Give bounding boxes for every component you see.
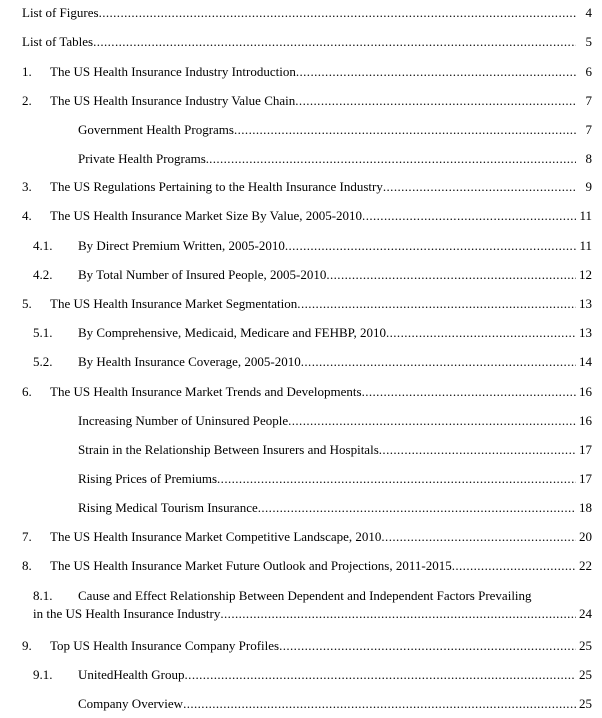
toc-entry-title-line1: Cause and Effect Relationship Between Dependent and Independent Factors Prevailing	[78, 588, 532, 603]
toc-entry-title: Increasing Number of Uninsured People	[78, 413, 289, 428]
toc-entry-page-number: 24	[579, 606, 592, 621]
dot-leader	[93, 33, 576, 51]
dot-leader	[220, 605, 576, 623]
toc-entry-title: By Direct Premium Written, 2005-2010	[78, 238, 285, 253]
dot-leader	[285, 237, 576, 255]
toc-entry-page-number: 13	[579, 296, 592, 311]
toc-entry-number: 8.	[22, 558, 32, 573]
dot-leader	[326, 266, 576, 284]
toc-entry-page-number: 13	[579, 325, 592, 340]
dot-leader	[379, 441, 576, 459]
toc-entry-title: Top US Health Insurance Company Profiles	[50, 638, 280, 653]
toc-entry-number: 8.1.	[33, 588, 53, 603]
dot-leader	[362, 383, 576, 401]
toc-entry-page-number: 5	[585, 34, 592, 49]
toc-entry-page-number: 22	[579, 558, 592, 573]
toc-entry-page-number: 16	[579, 413, 592, 428]
toc-entry[interactable]	[0, 150, 602, 168]
toc-entry-number: 4.2.	[33, 267, 53, 282]
toc-entry-page-number: 11	[579, 208, 592, 223]
toc-entry[interactable]	[0, 695, 602, 713]
toc-entry-page-number: 18	[579, 500, 592, 515]
toc-entry-number: 9.	[22, 638, 32, 653]
toc-entry-number: 5.	[22, 296, 32, 311]
toc-entry-title: Strain in the Relationship Between Insurers and Hospitals	[78, 442, 379, 457]
toc-entry[interactable]	[0, 207, 602, 225]
toc-entry-page-number: 16	[579, 384, 592, 399]
toc-entry[interactable]	[0, 33, 602, 51]
dot-leader	[183, 695, 576, 713]
dot-leader	[288, 412, 576, 430]
toc-entry-title: Rising Medical Tourism Insurance	[78, 500, 258, 515]
toc-entry-number: 4.	[22, 208, 32, 223]
toc-entry-number: 6.	[22, 384, 32, 399]
toc-entry-page-number: 25	[579, 667, 592, 682]
toc-entry[interactable]	[0, 121, 602, 139]
toc-entry[interactable]	[0, 666, 602, 684]
toc-entry-number: 7.	[22, 529, 32, 544]
dot-leader	[362, 207, 576, 225]
toc-entry[interactable]	[0, 470, 602, 488]
toc-entry[interactable]	[0, 4, 602, 22]
toc-entry-title: The US Regulations Pertaining to the Health Insurance Industry	[50, 179, 383, 194]
toc-entry-page-number: 20	[579, 529, 592, 544]
toc-entry[interactable]	[0, 557, 602, 575]
toc-entry[interactable]	[0, 63, 602, 81]
toc-entry-title: The US Health Insurance Market Size By Value, 2005-2010	[50, 208, 363, 223]
toc-entry-title: in the US Health Insurance Industry	[33, 606, 221, 621]
toc-entry-number: 5.2.	[33, 354, 53, 369]
toc-entry[interactable]	[0, 92, 602, 110]
toc-entry-title: Company Overview	[78, 696, 184, 711]
toc-entry[interactable]	[0, 605, 602, 623]
toc-entry[interactable]	[0, 266, 602, 284]
toc-entry-title: List of Figures	[22, 5, 99, 20]
dot-leader	[383, 178, 576, 196]
toc-entry[interactable]	[0, 383, 602, 401]
dot-leader	[185, 666, 576, 684]
toc-entry[interactable]	[0, 637, 602, 655]
toc-entry[interactable]	[0, 528, 602, 546]
toc-entry-page-number: 17	[579, 442, 592, 457]
toc-entry[interactable]	[0, 353, 602, 371]
toc-entry-title: The US Health Insurance Industry Value Chain	[50, 93, 296, 108]
dot-leader	[452, 557, 576, 575]
toc-entry-number: 3.	[22, 179, 32, 194]
dot-leader	[258, 499, 576, 517]
toc-entry[interactable]	[0, 178, 602, 196]
dot-leader	[209, 150, 576, 168]
toc-entry[interactable]	[0, 237, 602, 255]
toc-entry-number: 1.	[22, 64, 32, 79]
toc-entry-page-number: 8	[585, 151, 592, 166]
dot-leader	[99, 4, 576, 22]
toc-entry-page-number: 12	[579, 267, 592, 282]
toc-entry[interactable]	[0, 295, 602, 313]
dot-leader	[381, 528, 576, 546]
toc-entry-number: 4.1.	[33, 238, 53, 253]
toc-entry[interactable]	[0, 441, 602, 459]
toc-entry-title: The US Health Insurance Market Segmentation	[50, 296, 298, 311]
toc-entry-title: Government Health Programs	[78, 122, 234, 137]
toc-entry-page-number: 6	[585, 64, 592, 79]
toc-entry-page-number: 25	[579, 638, 592, 653]
toc-entry-page-number: 25	[579, 696, 592, 711]
toc-entry-page-number: 11	[579, 238, 592, 253]
toc-entry-title: Private Health Programs.	[78, 151, 210, 166]
dot-leader	[301, 353, 576, 371]
toc-entry-page-number: 4	[585, 5, 592, 20]
dot-leader	[234, 121, 576, 139]
toc-entry-title: List of Tables	[22, 34, 94, 49]
toc-entry[interactable]	[0, 412, 602, 430]
toc-entry[interactable]	[0, 499, 602, 517]
toc-entry-page-number: 7	[585, 93, 592, 108]
toc-entry-title: UnitedHealth Group	[78, 667, 185, 682]
toc-entry-title: By Health Insurance Coverage, 2005-2010	[78, 354, 301, 369]
toc-entry-page-number: 17	[579, 471, 592, 486]
toc-entry-number: 9.1.	[33, 667, 53, 682]
toc-entry-page-number: 9	[585, 179, 592, 194]
toc-entry-title: Rising Prices of Premiums	[78, 471, 218, 486]
toc-entry-number: 5.1.	[33, 325, 53, 340]
dot-leader	[279, 637, 576, 655]
toc-entry-page-number: 7	[585, 122, 592, 137]
toc-entry-title: By Total Number of Insured People, 2005-2010	[78, 267, 327, 282]
toc-entry-title: The US Health Insurance Market Trends and Developments	[50, 384, 362, 399]
toc-entry-title: The US Health Insurance Industry Introduction	[50, 64, 296, 79]
toc-entry-title: By Comprehensive, Medicaid, Medicare and FEHBP, 2010	[78, 325, 386, 340]
toc-entry-title: The US Health Insurance Market Future Outlook and Projections, 2011-2015	[50, 558, 452, 573]
dot-leader	[297, 295, 576, 313]
toc-entry-title: The US Health Insurance Market Competitive Landscape, 2010	[50, 529, 382, 544]
toc-entry-number: 2.	[22, 93, 32, 108]
dot-leader	[295, 92, 576, 110]
dot-leader	[296, 63, 576, 81]
toc-entry[interactable]	[0, 324, 602, 342]
toc-entry-page-number: 14	[579, 354, 592, 369]
dot-leader	[386, 324, 576, 342]
dot-leader	[217, 470, 576, 488]
